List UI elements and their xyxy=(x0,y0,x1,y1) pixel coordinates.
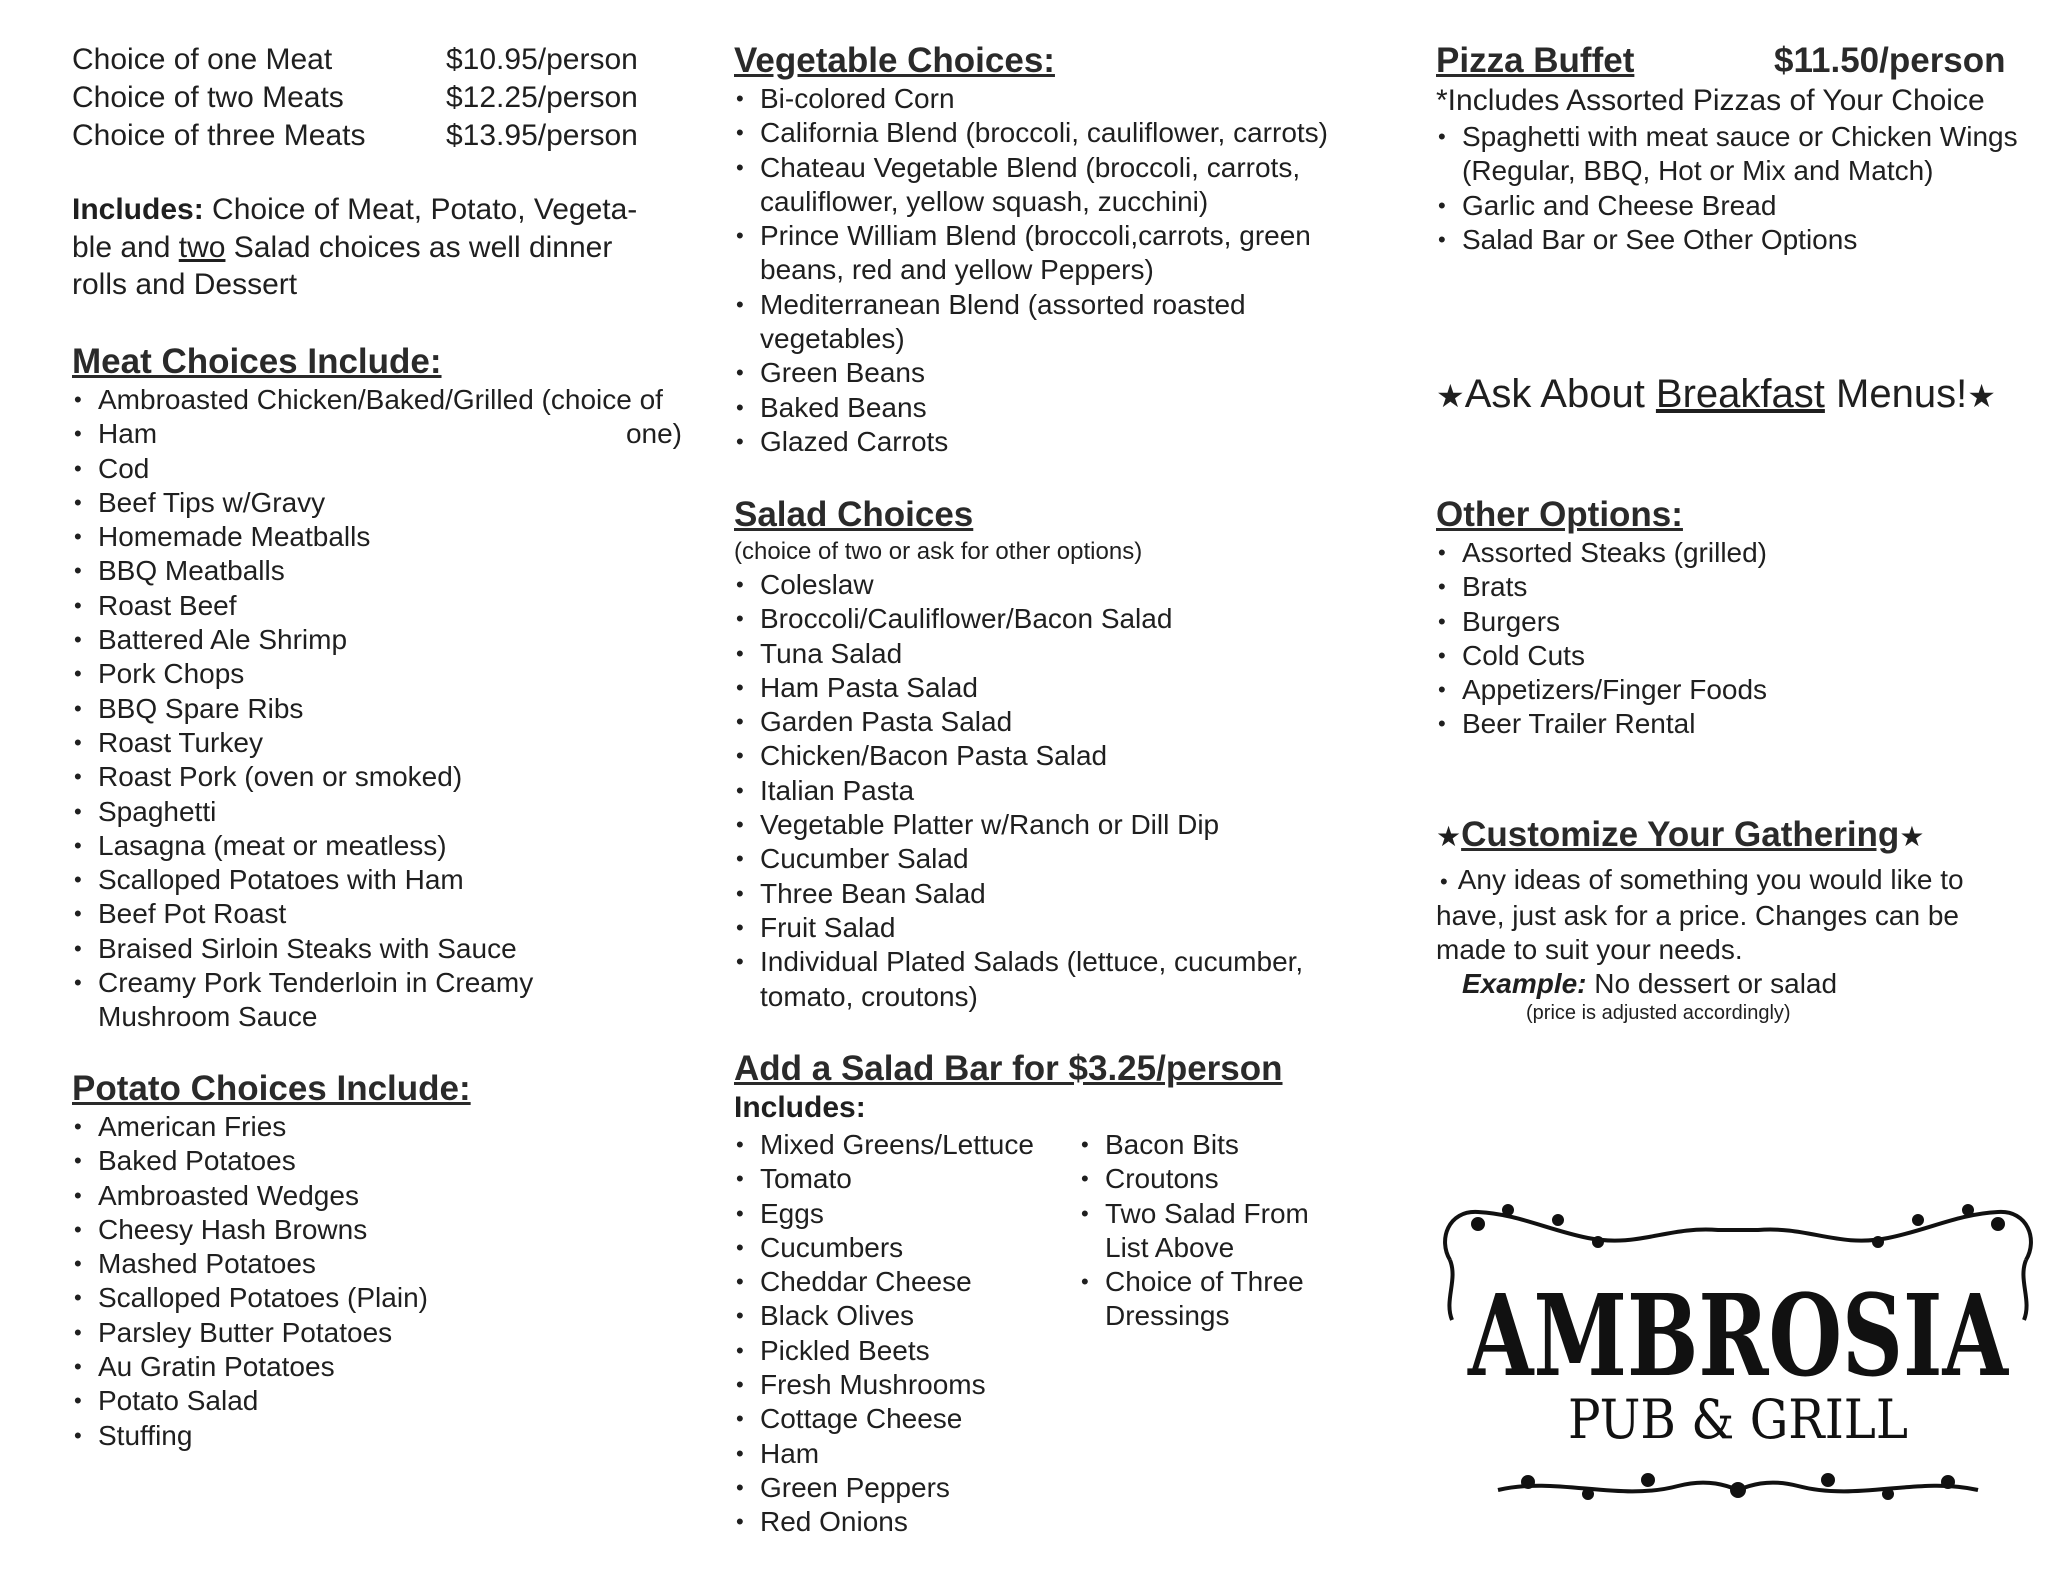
salad-title: Salad Choices xyxy=(734,495,974,534)
customize-text xyxy=(1436,863,1996,967)
list-item: • Tomato xyxy=(734,1162,1074,1196)
breakfast-text-end: Menus! xyxy=(1824,372,1968,416)
potato-title: Potato Choices Include: xyxy=(72,1069,471,1108)
list-item: • Appetizers/Finger Foods xyxy=(1436,673,2036,707)
other-title: Other Options: xyxy=(1436,495,1683,534)
list-item: • Mashed Potatoes xyxy=(72,1247,682,1281)
includes-two: two xyxy=(178,230,226,264)
customize-title: Customize Your Gathering xyxy=(1461,815,1900,854)
list-item: • Spaghetti xyxy=(72,795,682,829)
example-label: Example: xyxy=(1462,968,1587,999)
list-item: • Tuna Salad xyxy=(734,637,1344,671)
list-item: • Cheesy Hash Browns xyxy=(72,1213,682,1247)
salad-section xyxy=(734,494,1344,1014)
list-item: • Spaghetti with meat sauce or Chicken Wings (Regular, BBQ, Hot or Mix and Match) xyxy=(1436,120,2042,189)
star-icon: ★ xyxy=(1436,821,1462,852)
list-item: • Baked Beans xyxy=(734,391,1344,425)
star-icon: ★ xyxy=(1967,378,1996,414)
list-item: • Ham Pasta Salad xyxy=(734,671,1344,705)
list-item: • Glazed Carrots xyxy=(734,425,1344,459)
adjust-note: (price is adjusted accordingly) xyxy=(1526,1002,1791,1024)
meat-list xyxy=(72,383,682,1035)
list-item: • Cucumber Salad xyxy=(734,842,1344,876)
list-item: • Individual Plated Salads (lettuce, cucumber, tomato, croutons) xyxy=(734,945,1350,1014)
ambrosia-logo xyxy=(1438,1190,2038,1520)
list-item: • California Blend (broccoli, cauliflower, carrots) xyxy=(734,116,1344,150)
list-item: • Broccoli/Cauliflower/Bacon Salad xyxy=(734,602,1344,636)
pizza-price: $11.50/person xyxy=(1774,41,2006,80)
list-item: • Green Peppers xyxy=(734,1471,1074,1505)
list-item: • Burgers xyxy=(1436,605,2036,639)
list-item: • Lasagna (meat or meatless) xyxy=(72,829,682,863)
list-item xyxy=(72,417,682,451)
list-item: • Red Onions xyxy=(734,1505,1074,1539)
list-item: • American Fries xyxy=(72,1110,682,1144)
includes-text-end: Salad choices as well dinner rolls and Dessert xyxy=(72,230,613,301)
list-item: • Chateau Vegetable Blend (broccoli, carrots, cauliflower, yellow squash, zucchini) xyxy=(734,151,1330,220)
price-name: Choice of three Meats xyxy=(72,119,366,152)
price-name: Choice of two Meats xyxy=(72,81,344,114)
list-item: • Pickled Beets xyxy=(734,1334,1074,1368)
salad-subtitle: (choice of two or ask for other options) xyxy=(734,538,1143,565)
list-item: • Black Olives xyxy=(734,1299,1074,1333)
list-item: • Creamy Pork Tenderloin in Creamy Mushroom Sauce xyxy=(72,966,558,1035)
list-item: • Bi-colored Corn xyxy=(734,82,1344,116)
price-value: $10.95/person xyxy=(446,43,638,76)
pizza-header xyxy=(1436,40,2036,82)
price-value: $13.95/person xyxy=(446,119,638,152)
list-item: • Braised Sirloin Steaks with Sauce xyxy=(72,932,682,966)
list-item: • Cottage Cheese xyxy=(734,1402,1074,1436)
list-item: • Beef Tips w/Gravy xyxy=(72,486,682,520)
pizza-note: *Includes Assorted Pizzas of Your Choice xyxy=(1436,84,1985,117)
list-item: • Garden Pasta Salad xyxy=(734,705,1344,739)
list-item: • Vegetable Platter w/Ranch or Dill Dip xyxy=(734,808,1344,842)
ham-label: • Ham xyxy=(98,418,158,450)
salad-bar-list-right xyxy=(1079,1128,1329,1334)
salad-bar-includes: Includes: xyxy=(734,1091,866,1124)
list-item: • Pork Chops xyxy=(72,657,682,691)
list-item: • Scalloped Potatoes (Plain) xyxy=(72,1281,682,1315)
list-item: • Choice of Three Dressings xyxy=(1079,1265,1315,1334)
list-item: • Salad Bar or See Other Options xyxy=(1436,223,2036,257)
breakfast-link: Breakfast xyxy=(1655,372,1825,416)
list-item: • Fresh Mushrooms xyxy=(734,1368,1074,1402)
breakfast-callout xyxy=(1436,370,2048,420)
list-item: • Au Gratin Potatoes xyxy=(72,1350,682,1384)
pizza-section xyxy=(1436,40,2036,257)
vegetable-title: Vegetable Choices: xyxy=(734,41,1055,80)
list-item: • Roast Turkey xyxy=(72,726,682,760)
salad-bar-title: Add a Salad Bar for $3.25/person xyxy=(734,1049,1283,1088)
meat-title: Meat Choices Include: xyxy=(72,342,442,381)
list-item: • BBQ Meatballs xyxy=(72,554,682,588)
pizza-title: Pizza Buffet xyxy=(1436,41,1635,80)
list-item: • Stuffing xyxy=(72,1419,682,1453)
vegetable-list xyxy=(734,82,1344,459)
other-section xyxy=(1436,494,2036,742)
price-name: Choice of one Meat xyxy=(72,43,333,76)
list-item: • Bacon Bits xyxy=(1079,1128,1329,1162)
list-item: • Mediterranean Blend (assorted roasted vegetables) xyxy=(734,288,1300,357)
list-item: • Croutons xyxy=(1079,1162,1329,1196)
flourish-bottom-icon xyxy=(1498,1475,1978,1498)
list-item: • Two Salad From List Above xyxy=(1079,1197,1325,1266)
list-item: • Battered Ale Shrimp xyxy=(72,623,682,657)
potato-section xyxy=(72,1068,682,1453)
example-text: No dessert or salad xyxy=(1586,968,1838,999)
price-row xyxy=(72,41,692,79)
logo-name: AMBROSIA xyxy=(1467,1271,2010,1402)
meat-section xyxy=(72,341,682,1035)
list-item: • Beef Pot Roast xyxy=(72,897,682,931)
list-item: • Cold Cuts xyxy=(1436,639,2036,673)
customize-header xyxy=(1436,814,2036,863)
list-item: • Coleslaw xyxy=(734,568,1344,602)
logo-tagline: PUB & GRILL xyxy=(1568,1388,1908,1451)
list-item: • Beer Trailer Rental xyxy=(1436,707,2036,741)
list-item: • Scalloped Potatoes with Ham xyxy=(72,863,682,897)
customize-body: Any ideas of something you would like to have, just ask for a price. Changes can be made to suit your needs. xyxy=(1436,864,1964,965)
list-item: • Ambroasted Wedges xyxy=(72,1179,682,1213)
list-item: • Roast Beef xyxy=(72,589,682,623)
star-icon: ★ xyxy=(1436,378,1465,414)
list-item: • Prince William Blend (broccoli,carrots, green beans, red and yellow Peppers) xyxy=(734,219,1340,288)
price-row xyxy=(72,117,692,155)
vegetable-section xyxy=(734,40,1344,459)
list-item: • Baked Potatoes xyxy=(72,1144,682,1178)
list-item: • Assorted Steaks (grilled) xyxy=(1436,536,2036,570)
other-list xyxy=(1436,536,2036,742)
list-item: • Roast Pork (oven or smoked) xyxy=(72,760,682,794)
pizza-list xyxy=(1436,120,2036,257)
bullet-icon: • xyxy=(1440,869,1448,894)
salad-bar-section xyxy=(734,1048,1374,1538)
list-item: • Cucumbers xyxy=(734,1231,1074,1265)
breakfast-text: Ask About xyxy=(1464,372,1656,416)
includes-text: Choice of Meat, Potato, Vegeta-ble and xyxy=(72,193,638,264)
list-item: • Garlic and Cheese Bread xyxy=(1436,189,2036,223)
list-item: • Eggs xyxy=(734,1197,1074,1231)
list-item: • Cheddar Cheese xyxy=(734,1265,1074,1299)
list-item: • Green Beans xyxy=(734,356,1344,390)
ham-note: one) xyxy=(625,418,682,450)
price-row xyxy=(72,79,692,117)
list-item: • Cod xyxy=(72,452,682,486)
list-item: • Ambroasted Chicken/Baked/Grilled (choice of xyxy=(72,383,682,417)
list-item: • BBQ Spare Ribs xyxy=(72,692,682,726)
list-item: • Ham xyxy=(734,1437,1074,1471)
list-item: • Brats xyxy=(1436,570,2036,604)
list-item: • Parsley Butter Potatoes xyxy=(72,1316,682,1350)
includes-paragraph xyxy=(72,191,672,304)
pricing-table xyxy=(72,41,692,155)
list-item: • Three Bean Salad xyxy=(734,877,1344,911)
includes-label: Includes: xyxy=(72,193,204,226)
salad-list xyxy=(734,568,1344,1014)
list-item: • Italian Pasta xyxy=(734,774,1344,808)
list-item: • Homemade Meatballs xyxy=(72,520,682,554)
potato-list xyxy=(72,1110,682,1453)
example-line xyxy=(1436,967,2036,1001)
customize-section xyxy=(1436,814,2036,1025)
star-icon: ★ xyxy=(1899,821,1925,852)
price-value: $12.25/person xyxy=(446,81,638,114)
list-item: • Chicken/Bacon Pasta Salad xyxy=(734,739,1344,773)
list-item: • Fruit Salad xyxy=(734,911,1344,945)
list-item: • Potato Salad xyxy=(72,1384,682,1418)
list-item: • Mixed Greens/Lettuce xyxy=(734,1128,1074,1162)
salad-bar-list-left xyxy=(734,1128,1074,1540)
